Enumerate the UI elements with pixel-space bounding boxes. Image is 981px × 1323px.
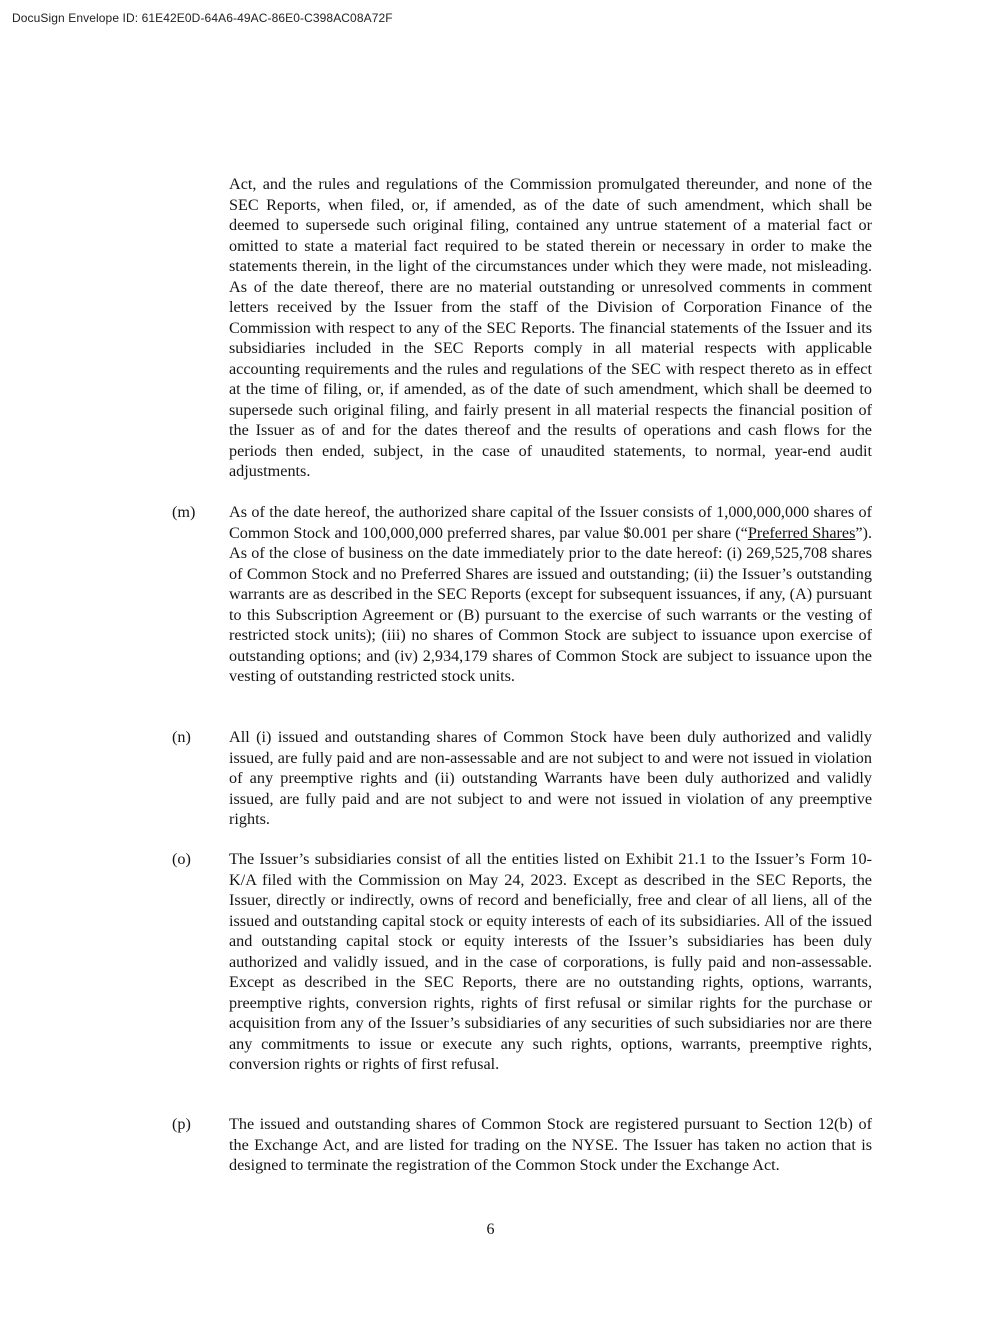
intro-paragraph: Act, and the rules and regulations of the Commission promulgated thereunder, and none of the SEC Reports, when filed, or, if amended, as of the date of such amendment, which shall be deemed to supersede such original filing, contained any untrue statement of a material fact or omitted to state a material fact required to be stated therein or necessary in order to make the statements therein, in the light of the circumstances under which they were made, not misleading. As of the date thereof, there are no material outstanding or unresolved comments in comment letters received by the Issuer from the staff of the Division of Corporation Finance of the Commission with respect to any of the SEC Reports. The financial statements of the Issuer and its subsidiaries included in the SEC Reports comply in all material respects with applicable accounting requirements and the rules and regulations of the SEC with respect thereto as in effect at the time of filing, or, if amended, as of the date of such amendment, which shall be deemed to supersede such original filing, and fairly present in all material respects the financial position of the Issuer as of and for the dates thereof and the results of operations and cash flows for the periods then ended, subject, in the case of unaudited statements, to normal, year-end audit adjustments. bbox=[229, 175, 872, 480]
section-paragraph-p: The issued and outstanding shares of Common Stock are registered pursuant to Section 12(b) of the Exchange Act, and are listed for trading on the NYSE. The Issuer has taken no action that is designed to terminate the registration of the Common Stock under the Exchange Act. bbox=[229, 1115, 872, 1174]
section-m-text-before: As of the date hereof, the authorized share capital of the Issuer consists of 1,000,000,000 shares of Common Stock and 100,000,000 preferred shares, par value $0.001 per share (“ bbox=[229, 503, 872, 542]
preferred-shares-defined-term: Preferred Shares bbox=[747, 523, 856, 542]
section-paragraph-m bbox=[229, 502, 872, 687]
section-label-n: (n) bbox=[172, 728, 191, 746]
section-label-p: (p) bbox=[172, 1115, 191, 1133]
section-paragraph-n: All (i) issued and outstanding shares of Common Stock have been duly authorized and validly issued, are fully paid and are non-assessable and are not subject to and were not issued in violation of any preemptive rights and (ii) outstanding Warrants have been duly authorized and validly issued, are fully paid and are not subject to and were not issued in violation of any preemptive rights. bbox=[229, 728, 872, 828]
section-label-m: (m) bbox=[172, 503, 196, 521]
section-label-o: (o) bbox=[172, 850, 191, 868]
section-paragraph-o: The Issuer’s subsidiaries consist of all the entities listed on Exhibit 21.1 to the Issuer’s Form 10-K/A filed with the Commission on May 24, 2023. Except as described in the SEC Reports, the Issuer, directly or indirectly, owns of record and beneficially, free and clear of all liens, all of the issued and outstanding capital stock or equity interests of each of its subsidiaries. All of the issued and outstanding capital stock or equity interests of the Issuer’s subsidiaries has been duly authorized and validly issued, and in the case of corporations, is fully paid and non-assessable. Except as described in the SEC Reports, there are no outstanding rights, options, warrants, preemptive rights, conversion rights, rights of first refusal or similar rights for the purchase or acquisition from any of the Issuer’s subsidiaries of any securities of such subsidiaries nor are there any commitments to issue or execute any such rights, options, warrants, preemptive rights, conversion rights or rights of first refusal. bbox=[229, 850, 872, 1073]
page-number: 6 bbox=[486, 1221, 495, 1238]
docusign-envelope-id: DocuSign Envelope ID: 61E42E0D-64A6-49AC-86E0-C398AC08A72F bbox=[12, 11, 393, 25]
section-m-text-after: ”). As of the close of business on the date immediately prior to the date hereof: (i) 269,525,708 shares of Common Stock and no Preferred Shares are issued and outstanding; (ii) the Issuer’s outstanding warrants are as described in the SEC Reports (except for subsequent issuances, if any, (A) pursuant to this Subscription Agreement or (B) pursuant to the exercise of such warrants or the vesting of restricted stock units); (iii) no shares of Common Stock are subject to issuance upon exercise of outstanding options; and (iv) 2,934,179 shares of Common Stock are subject to issuance upon the vesting of outstanding restricted stock units. bbox=[229, 523, 872, 685]
